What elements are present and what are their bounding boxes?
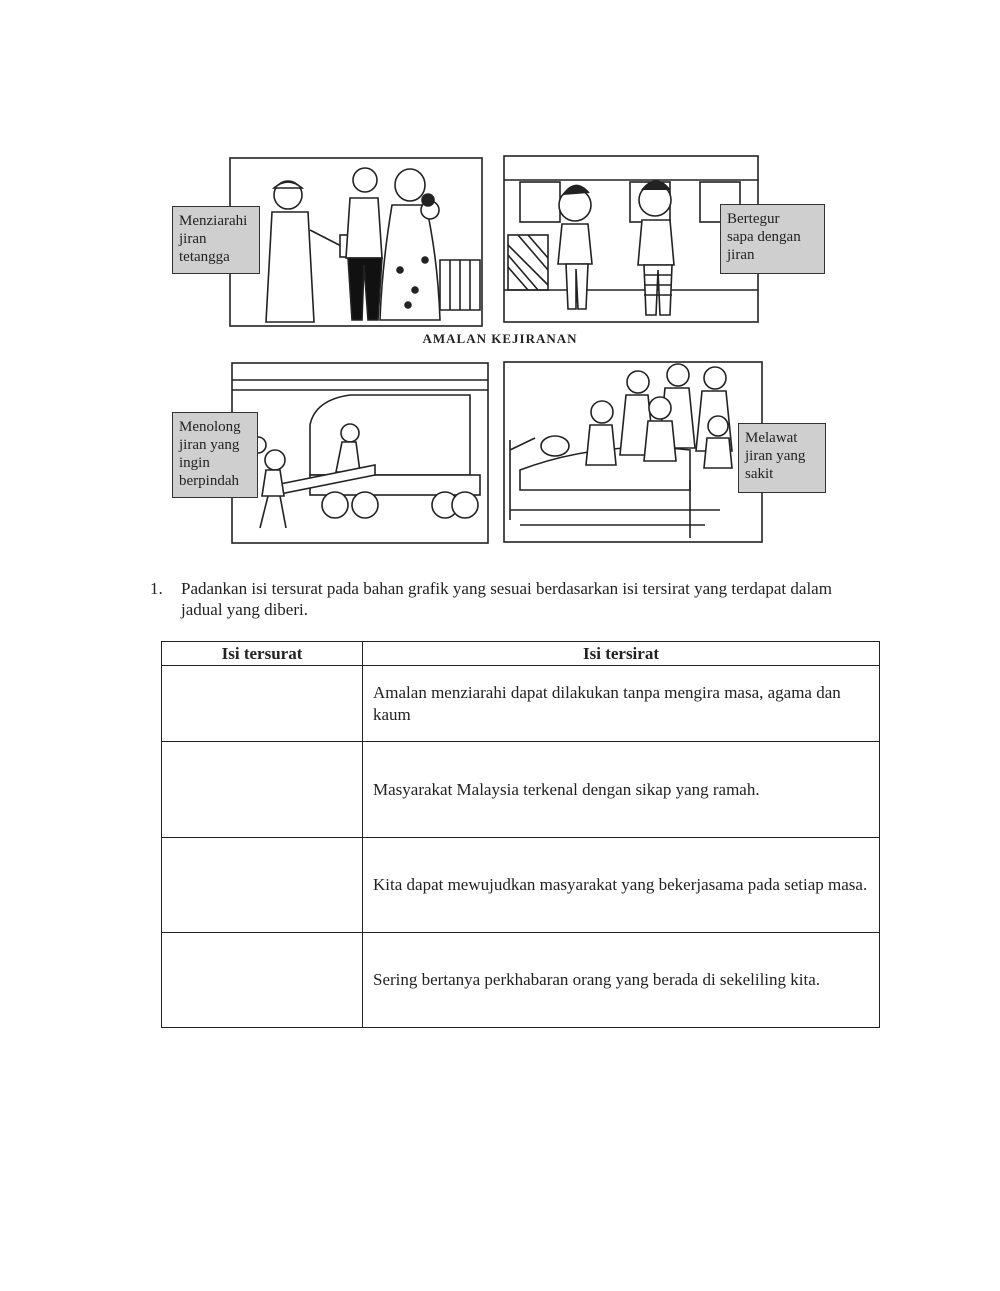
- label-line: tetangga: [179, 249, 230, 265]
- table-row: [162, 666, 880, 742]
- tersurat-answer-cell[interactable]: [162, 933, 363, 1028]
- header-isi-tersirat: Isi tersirat: [363, 642, 880, 666]
- label-line: Menziarahi: [179, 213, 248, 229]
- tersirat-cell: Masyarakat Malaysia terkenal dengan sikap yang ramah.: [363, 742, 880, 838]
- question-number: 1.: [150, 579, 163, 598]
- tersurat-answer-cell[interactable]: [162, 838, 363, 933]
- table-header-row: [162, 642, 880, 666]
- tersurat-answer-cell[interactable]: [162, 666, 363, 742]
- graphic-title: AMALAN KEJIRANAN: [422, 331, 578, 346]
- tersirat-cell: Kita dapat mewujudkan masyarakat yang bekerjasama pada setiap masa.: [363, 838, 880, 933]
- tersurat-answer-cell[interactable]: [162, 742, 363, 838]
- table-row: [162, 933, 880, 1028]
- amalan-kejiranan-graphic: [160, 150, 840, 550]
- label-menziarahi: [172, 206, 260, 274]
- label-line: Bertegur: [727, 211, 780, 227]
- tersirat-cell: Sering bertanya perkhabaran orang yang berada di sekeliling kita.: [363, 933, 880, 1028]
- label-line: sapa dengan: [727, 229, 801, 245]
- label-line: Melawat: [745, 430, 798, 446]
- table-row: [162, 838, 880, 933]
- panel-visiting-illustration: [230, 158, 482, 326]
- label-line: jiran: [727, 247, 755, 263]
- label-line: ingin: [179, 455, 210, 471]
- label-line: jiran: [179, 231, 207, 247]
- question-text: Padankan isi tersurat pada bahan grafik yang sesuai berdasarkan isi tersirat yang terdapat dalam jadual yang diberi.: [181, 579, 832, 619]
- label-menolong: [172, 412, 258, 498]
- tersirat-cell: Amalan menziarahi dapat dilakukan tanpa mengira masa, agama dan kaum: [363, 666, 880, 742]
- label-bertegur: [720, 204, 825, 274]
- label-line: sakit: [745, 466, 774, 482]
- label-line: jiran yang: [745, 448, 806, 464]
- matching-table: [161, 641, 880, 1028]
- header-isi-tersurat: Isi tersurat: [162, 642, 363, 666]
- label-line: Menolong: [179, 419, 241, 435]
- panel-moving-illustration: [232, 363, 488, 543]
- panel-sick-visit-illustration: [504, 362, 762, 542]
- table-row: [162, 742, 880, 838]
- label-line: jiran yang: [179, 437, 240, 453]
- label-line: berpindah: [179, 473, 239, 489]
- label-melawat: [738, 423, 826, 493]
